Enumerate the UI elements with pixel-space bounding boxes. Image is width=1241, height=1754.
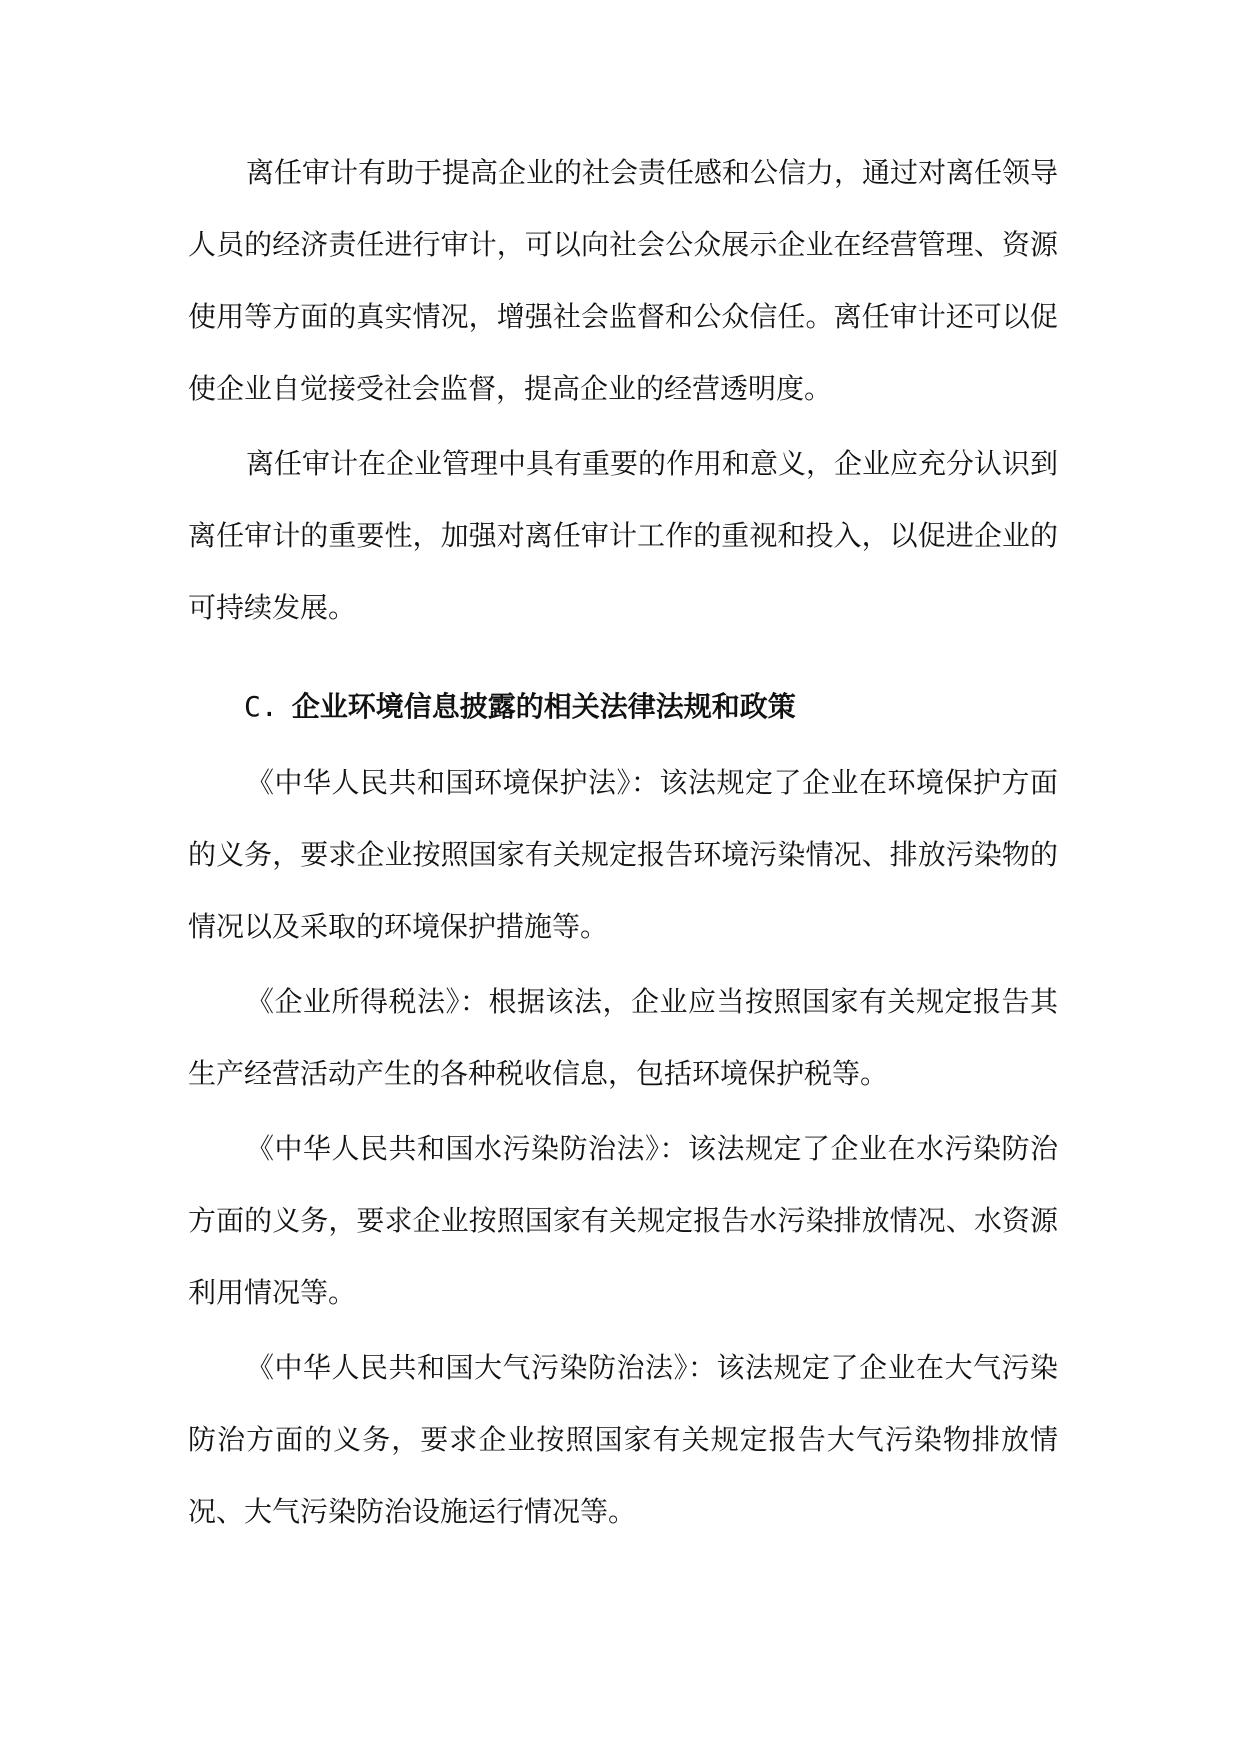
section-letter: C. (244, 690, 278, 723)
paragraph-audit-importance: 离任审计在企业管理中具有重要的作用和意义，企业应充分认识到离任审计的重要性，加强对离任审计工作的重视和投入，以促进企业的可持续发展。 (188, 447, 1059, 624)
paragraph-environmental-protection-law: 《中华人民共和国环境保护法》：该法规定了企业在环境保护方面的义务，要求企业按照国家有关规定报告环境污染情况、排放污染物的情况以及采取的环境保护措施等。 (188, 766, 1058, 943)
paragraph-water-pollution-law: 《中华人民共和国水污染防治法》：该法规定了企业在水污染防治方面的义务，要求企业按照国家有关规定报告水污染排放情况、水资源利用情况等。 (188, 1132, 1058, 1309)
document-body (188, 137, 1058, 1548)
paragraph-air-pollution-law: 《中华人民共和国大气污染防治法》：该法规定了企业在大气污染防治方面的义务，要求企业按照国家有关规定报告大气污染物排放情况、大气污染防治设施运行情况等。 (188, 1351, 1058, 1528)
paragraph-audit-social-responsibility: 离任审计有助于提高企业的社会责任感和公信力，通过对离任领导人员的经济责任进行审计，可以向社会公众展示企业在经营管理、资源使用等方面的真实情况，增强社会监督和公众信任。离任审计还可以促使企业自觉接受社会监督，提高企业的经营透明度。 (188, 156, 1059, 405)
paragraph-enterprise-income-tax-law: 《企业所得税法》：根据该法，企业应当按照国家有关规定报告其生产经营活动产生的各种税收信息，包括环境保护税等。 (188, 985, 1058, 1090)
section-heading (188, 671, 1058, 743)
section-title: 企业环境信息披露的相关法律法规和政策 (291, 690, 796, 723)
